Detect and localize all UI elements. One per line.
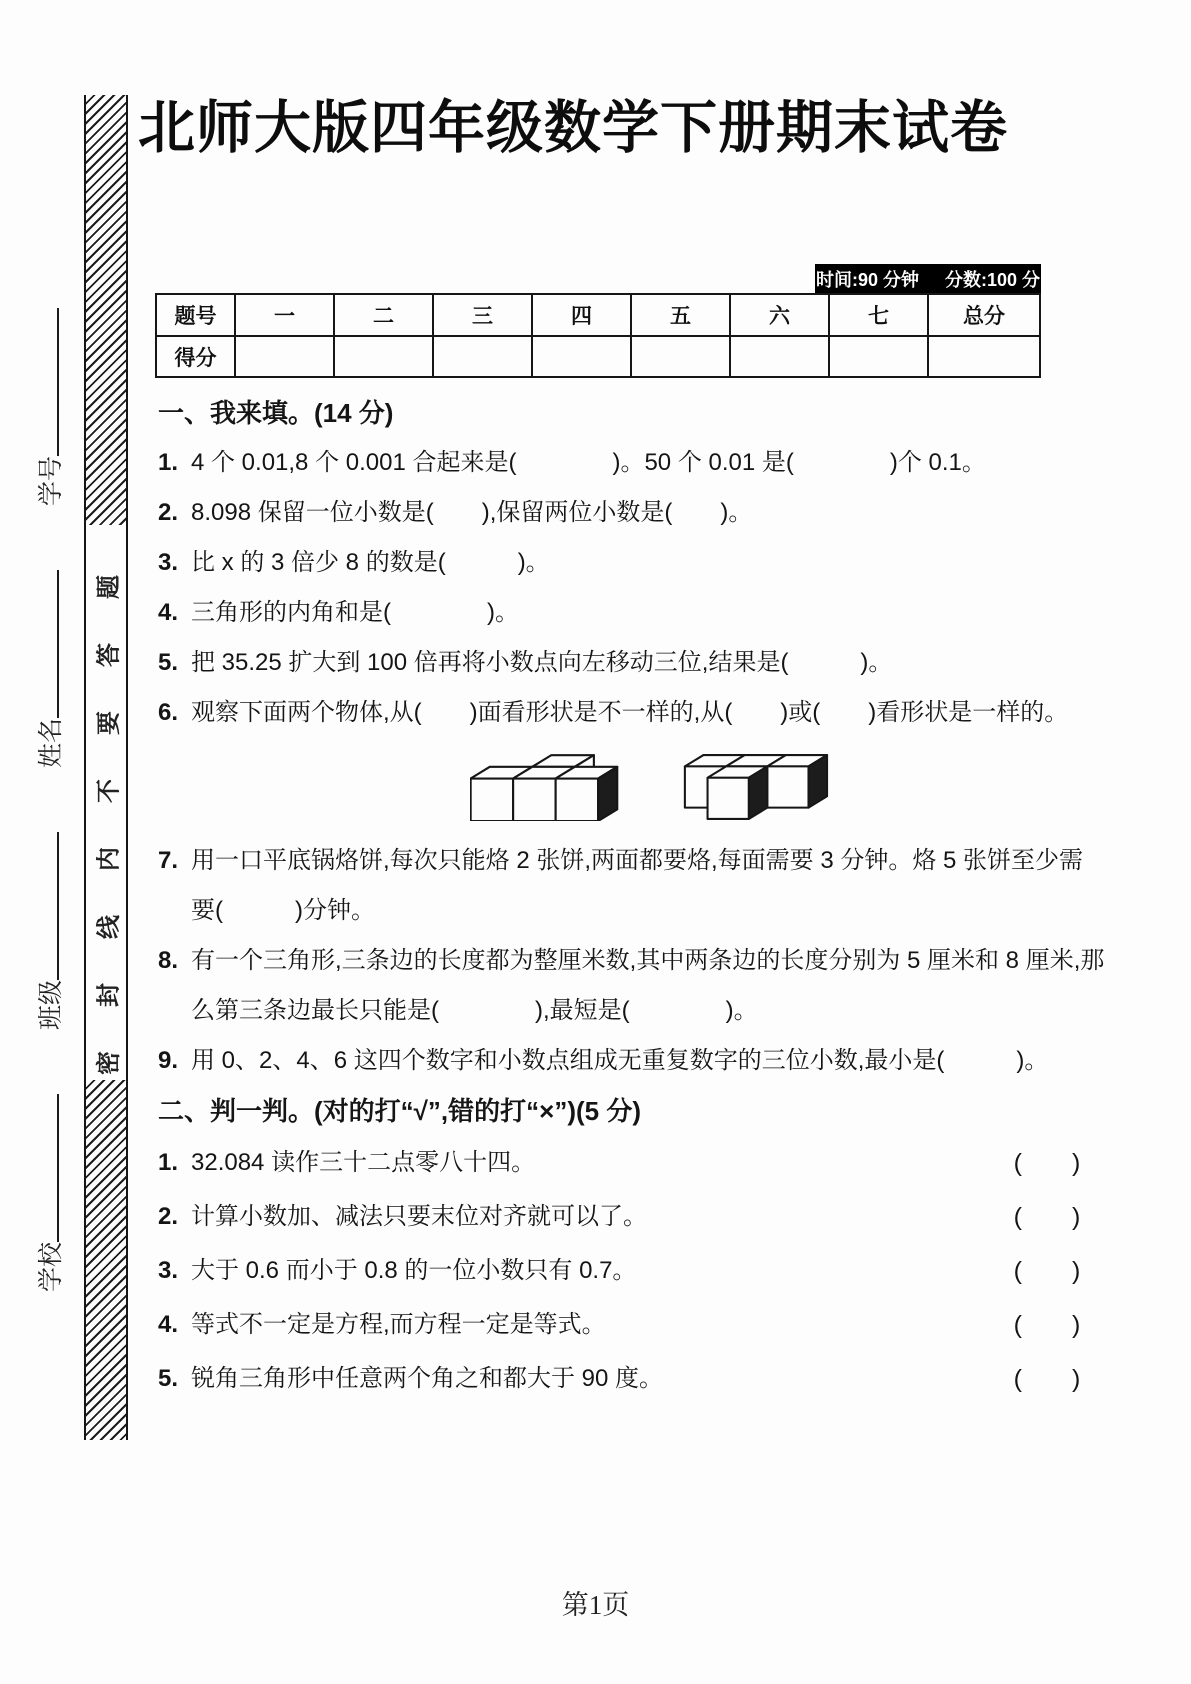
score-col-6: 六: [730, 294, 829, 336]
question-number: 2.: [158, 1203, 179, 1230]
question-text: 锐角三角形中任意两个角之和都大于 90 度。: [191, 1365, 664, 1392]
question-text: 三角形的内角和是( )。: [191, 599, 519, 626]
fill-question-6: [158, 688, 1106, 738]
score-col-7: 七: [829, 294, 928, 336]
question-number: 6.: [158, 699, 179, 726]
question-text: 大于 0.6 而小于 0.8 的一位小数只有 0.7。: [191, 1257, 637, 1284]
score-col-3: 三: [433, 294, 532, 336]
answer-blank: ( ): [1013, 1257, 1081, 1285]
score-cell: [235, 336, 334, 377]
question-number: 8.: [158, 947, 179, 974]
section-fill-title: 一、我来填。(14 分): [158, 398, 394, 428]
answer-blank: ( ): [1013, 1149, 1081, 1177]
fill-question-1: [158, 438, 1106, 488]
score-cell: [334, 336, 433, 377]
field-student-no-blank: [52, 307, 59, 455]
fill-question-3: [158, 538, 1106, 588]
field-school-label: 学校: [37, 1241, 65, 1292]
field-class-blank: [52, 832, 59, 980]
time-score-bar: [815, 264, 1041, 294]
fill-question-8: [158, 936, 1106, 1036]
question-number: 7.: [158, 847, 179, 874]
question-text: 观察下面两个物体,从( )面看形状是不一样的,从( )或( )看形状是一样的。: [191, 699, 1069, 726]
question-text: 等式不一定是方程,而方程一定是等式。: [191, 1311, 606, 1338]
question-number: 2.: [158, 499, 179, 526]
page-number: 第1页: [561, 1590, 630, 1620]
question-text: 32.084 读作三十二点零八十四。: [191, 1149, 536, 1176]
question-text: 计算小数加、减法只要末位对齐就可以了。: [191, 1203, 647, 1230]
cube-arrangement-left-icon: [470, 753, 620, 821]
answer-blank: ( ): [1013, 1365, 1081, 1393]
question-text: 有一个三角形,三条边的长度都为整厘米数,其中两条边的长度分别为 5 厘米和 8 厘米,那么第三条边最长只能是( ),最短是( )。: [191, 947, 1105, 1024]
question-6-figures: [158, 738, 1106, 836]
judge-question-list: [158, 1136, 1106, 1406]
question-number: 4.: [158, 599, 179, 626]
question-number: 4.: [158, 1311, 179, 1338]
cube-arrangement-right-icon: [682, 753, 832, 821]
field-school-blank: [52, 1094, 59, 1242]
question-text: 用一口平底锅烙饼,每次只能烙 2 张饼,两面都要烙,每面需要 3 分钟。烙 5 张饼至少需要( )分钟。: [191, 847, 1084, 924]
judge-question-3: [158, 1244, 1106, 1298]
judge-question-4: [158, 1298, 1106, 1352]
time-limit: 时间:90 分钟: [815, 270, 919, 290]
exam-body: [158, 388, 1106, 1406]
question-text: 用 0、2、4、6 这四个数字和小数点组成无重复数字的三位小数,最小是( )。: [191, 1047, 1049, 1074]
score-col-4: 四: [532, 294, 631, 336]
page-title: 北师大版四年级数学下册期末试卷: [138, 97, 1008, 160]
question-text: 比 x 的 3 倍少 8 的数是( )。: [191, 549, 550, 576]
field-school: [37, 1094, 65, 1292]
fill-question-2: [158, 488, 1106, 538]
field-class: [37, 832, 65, 1030]
field-name-blank: [52, 569, 59, 717]
answer-blank: ( ): [1013, 1311, 1081, 1339]
question-text: 4 个 0.01,8 个 0.001 合起来是( )。50 个 0.01 是( )个 0.1。: [191, 449, 986, 476]
score-row-label: 得分: [156, 336, 235, 377]
judge-question-5: [158, 1352, 1106, 1406]
score-table: [155, 293, 1041, 378]
field-student-no-label: 学号: [37, 455, 65, 506]
section-judge-title: 二、判一判。(对的打“√”,错的打“×”)(5 分): [158, 1096, 641, 1126]
score-col-5: 五: [631, 294, 730, 336]
field-name-label: 姓名: [37, 717, 65, 768]
seal-text-area: [86, 525, 126, 1080]
fill-question-5: [158, 638, 1106, 688]
question-number: 1.: [158, 449, 179, 476]
judge-question-2: [158, 1190, 1106, 1244]
seal-text: 密封线内不要答题: [95, 530, 123, 1075]
question-number: 5.: [158, 649, 179, 676]
score-cell: [730, 336, 829, 377]
fill-question-7: [158, 836, 1106, 936]
score-table-corner: 题号: [156, 294, 235, 336]
answer-blank: ( ): [1013, 1203, 1081, 1231]
question-number: 3.: [158, 549, 179, 576]
score-table-header-row: [156, 294, 1040, 336]
score-cell: [829, 336, 928, 377]
judge-question-1: [158, 1136, 1106, 1190]
total-score: 分数:100 分: [945, 270, 1041, 290]
question-number: 1.: [158, 1149, 179, 1176]
question-text: 把 35.25 扩大到 100 倍再将小数点向左移动三位,结果是( )。: [191, 649, 893, 676]
field-student-no: [37, 307, 65, 505]
fill-question-4: [158, 588, 1106, 638]
question-text: 8.098 保留一位小数是( ),保留两位小数是( )。: [191, 499, 753, 526]
score-col-1: 一: [235, 294, 334, 336]
score-table-score-row: [156, 336, 1040, 377]
score-col-total: 总分: [928, 294, 1040, 336]
question-number: 5.: [158, 1365, 179, 1392]
question-number: 3.: [158, 1257, 179, 1284]
score-cell: [928, 336, 1040, 377]
score-col-2: 二: [334, 294, 433, 336]
student-info-rotated: [31, 243, 67, 1291]
score-cell: [433, 336, 532, 377]
hatch-pattern-bottom: [86, 1080, 126, 1440]
hatch-pattern-top: [86, 95, 126, 525]
score-cell: [631, 336, 730, 377]
fill-question-9: [158, 1036, 1106, 1086]
question-number: 9.: [158, 1047, 179, 1074]
score-cell: [532, 336, 631, 377]
field-class-label: 班级: [37, 979, 65, 1030]
seal-line-strip: [84, 95, 128, 1440]
field-name: [37, 569, 65, 767]
student-info-fields: [18, 95, 80, 1440]
